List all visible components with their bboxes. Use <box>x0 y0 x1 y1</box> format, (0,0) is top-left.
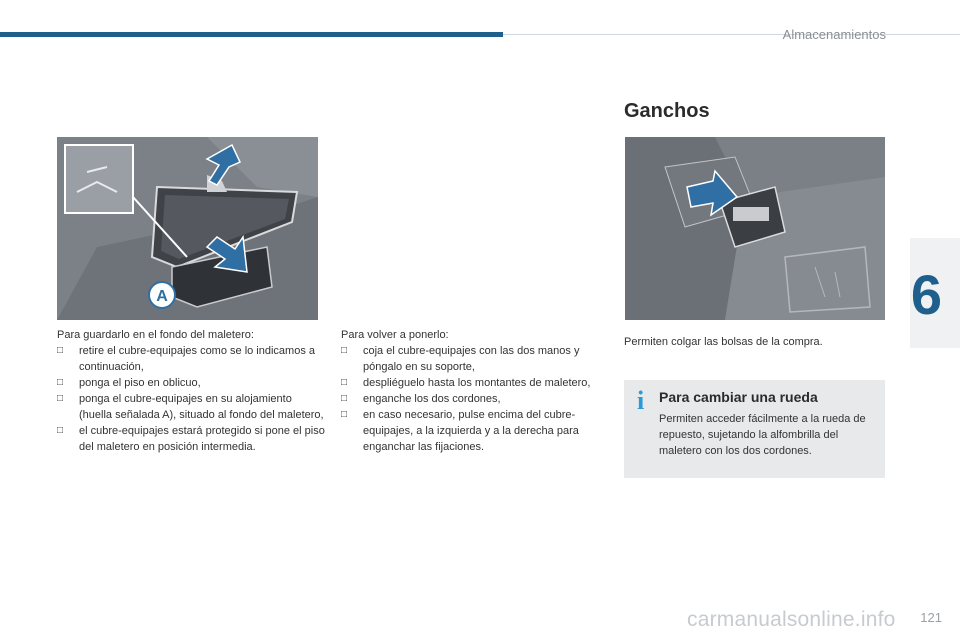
bullet-icon: □ <box>341 377 348 388</box>
bullet-icon: □ <box>57 345 64 356</box>
list-item: □ enganche los dos cordones, <box>341 393 501 405</box>
header-rule <box>503 34 960 35</box>
list-item: □ ponga el piso en oblicuo, <box>57 377 201 389</box>
hooks-illustration <box>625 137 885 320</box>
section-header: Almacenamientos <box>782 27 886 42</box>
store-steps <box>57 343 327 455</box>
info-icon: i <box>637 386 645 415</box>
list-item: □ retire el cubre-equipajes como se lo indicamos a continuación, <box>57 345 316 373</box>
hooks-title: Ganchos <box>624 100 710 122</box>
list-item: □ en caso necesario, pulse encima del cubre-equipajes, a la izquierda y a la derecha para enganchar las fijaciones. <box>341 409 579 453</box>
bullet-icon: □ <box>57 377 64 388</box>
list-item: □ coja el cubre-equipajes con las dos manos y póngalo en su soporte, <box>341 345 580 373</box>
bullet-icon: □ <box>57 393 64 404</box>
chapter-number: 6 <box>910 263 942 326</box>
info-title: Para cambiar una rueda <box>659 389 818 405</box>
header-accent-bar <box>0 32 503 37</box>
store-instructions <box>57 327 327 455</box>
cargo-cover-illustration <box>57 137 318 320</box>
info-text: Permiten acceder fácilmente a la rueda de repuesto, sujetando la alfombrilla del maletero con los dos cordones. <box>659 413 866 457</box>
refit-instructions <box>341 327 603 455</box>
list-item: □ el cubre-equipajes estará protegido si pone el piso del maletero en posición intermedia. <box>57 425 325 453</box>
label-a: A <box>156 288 168 305</box>
hooks-text: Permiten colgar las bolsas de la compra. <box>624 336 823 348</box>
bullet-icon: □ <box>341 409 348 420</box>
refit-intro: Para volver a ponerlo: <box>341 329 449 341</box>
bullet-icon: □ <box>57 425 64 436</box>
bullet-icon: □ <box>341 345 348 356</box>
info-box <box>624 380 885 478</box>
store-intro: Para guardarlo en el fondo del maletero: <box>57 329 254 341</box>
refit-steps <box>341 343 603 455</box>
bullet-icon: □ <box>341 393 348 404</box>
list-item: □ ponga el cubre-equipajes en su alojamiento (huella señalada A), situado al fondo del maletero, <box>57 393 324 421</box>
list-item: □ despliéguelo hasta los montantes de maletero, <box>341 377 591 389</box>
page-number: 121 <box>920 610 942 625</box>
watermark: carmanualsonline.info <box>687 608 896 631</box>
